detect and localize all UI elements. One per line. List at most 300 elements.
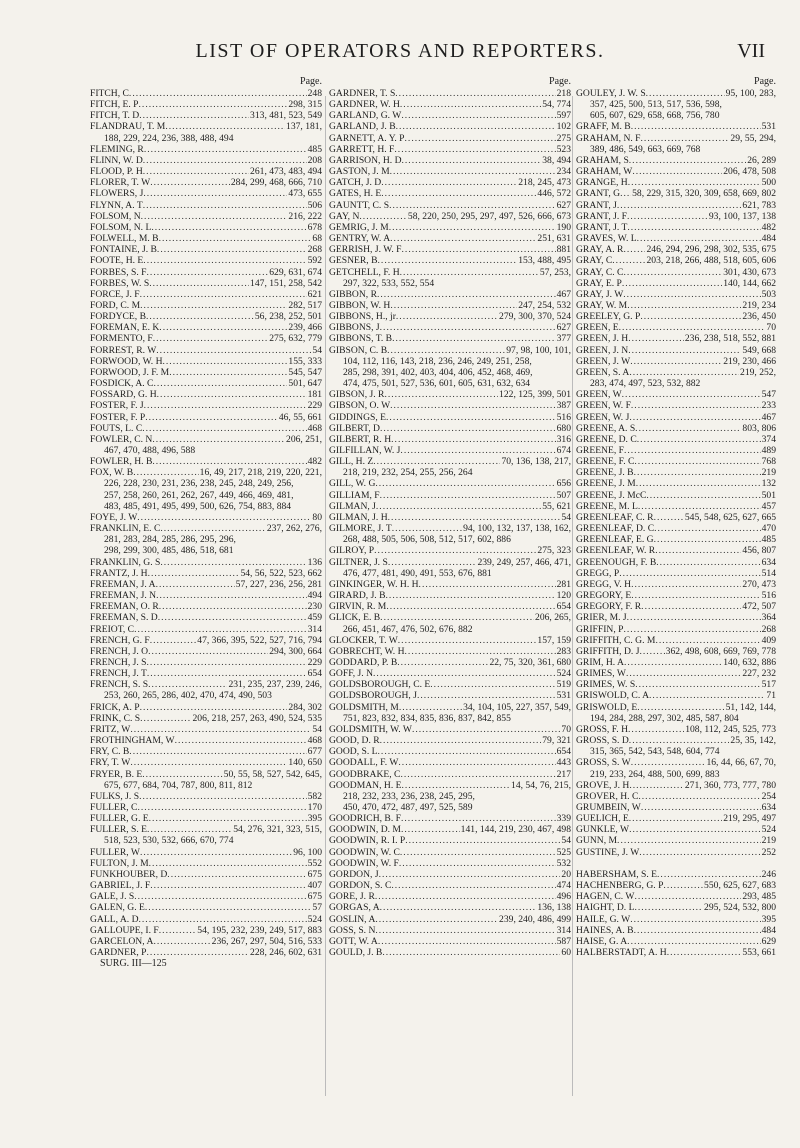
entry-pages: 514 [761, 567, 776, 579]
entry-pages: 68 [312, 233, 322, 245]
entry-pages: 545, 547 [288, 366, 322, 378]
leader-dots [628, 724, 684, 735]
entry-name: GILTNER, J. S [329, 556, 388, 568]
entry-name: FONTAINE, J. B [90, 244, 157, 256]
column-divider [325, 96, 326, 1096]
index-entry-line [329, 211, 571, 222]
index-entry-line [329, 646, 571, 657]
entry-name: GRAHAM, S [576, 154, 629, 166]
leader-dots [627, 300, 741, 311]
leader-dots [624, 657, 722, 668]
index-entry [329, 144, 571, 155]
entry-pages: 229 [307, 400, 322, 412]
entry-pages: 523 [556, 143, 571, 155]
entry-pages: 137, 181, [286, 121, 322, 133]
index-entry-line [329, 188, 571, 199]
index-entry [90, 824, 322, 846]
entry-pages: 516 [556, 411, 571, 423]
index-entry [329, 601, 571, 612]
entry-name: GINKINGER, W. H. H [329, 578, 419, 590]
index-entry-line [576, 925, 776, 936]
entry-pages: 482 [761, 221, 776, 233]
leader-dots [160, 557, 306, 568]
index-entry-line [329, 601, 571, 612]
leader-dots [398, 635, 537, 646]
entry-name: FOSDICK, A. C [90, 378, 154, 390]
index-entry [90, 902, 322, 913]
leader-dots [147, 657, 307, 668]
index-entry-line [90, 568, 322, 579]
entry-pages-continued: 285, 298, 391, 402, 403, 404, 406, 452, 468, 469, [343, 366, 533, 378]
entry-pages: 219 [761, 467, 776, 479]
entry-pages-continued: 266, 451, 467, 476, 502, 676, 882 [343, 623, 473, 635]
leader-dots [401, 780, 510, 791]
leader-dots [390, 233, 536, 244]
entry-name: GIBBONS, H., jr [329, 311, 396, 323]
index-entry [329, 456, 571, 478]
entry-name: FREIOT, C [90, 623, 135, 635]
leader-dots [381, 188, 536, 199]
index-entry [329, 166, 571, 177]
index-entry-line [329, 311, 571, 322]
index-entry [90, 311, 322, 322]
index-entry-line [90, 847, 322, 858]
entry-pages-continued: 257, 258, 260, 261, 262, 267, 449, 466, 469, 481, [104, 489, 294, 501]
leader-dots [149, 858, 307, 869]
index-entry [329, 222, 571, 233]
leader-dots [667, 947, 742, 958]
entry-pages: 203, 218, 266, 488, 518, 605, 606 [646, 255, 776, 267]
entry-name: GREGG, P [576, 567, 620, 579]
index-entry-line [576, 400, 776, 411]
index-entry-line [90, 356, 322, 367]
entry-name: GIBSON, O. W [329, 400, 391, 412]
entry-pages: 377 [556, 333, 571, 345]
index-entry-line [329, 936, 571, 947]
entry-name: GARRISON, H. D [329, 154, 402, 166]
entry-name: FRINK, C. S [90, 712, 141, 724]
index-entry-line [576, 133, 776, 144]
index-entry [90, 88, 322, 99]
entry-name: GIBBON, W. H [329, 299, 391, 311]
entry-name: GREEN, W. F [576, 400, 631, 412]
index-entry [90, 657, 322, 668]
entry-name: GRAY, C [576, 255, 613, 267]
entry-name: GREENLEAF, W. R [576, 545, 656, 557]
leader-dots [402, 155, 542, 166]
entry-name: FULKS, J. S [90, 790, 140, 802]
leader-dots [639, 847, 760, 858]
index-entry [90, 746, 322, 757]
index-entry [576, 523, 776, 534]
entry-pages: 50, 55, 58, 527, 542, 645, [223, 768, 322, 780]
entry-name: GILFILLAN, W. J [329, 445, 401, 456]
leader-dots [637, 702, 724, 713]
leader-dots [646, 88, 725, 99]
entry-pages: 54 [561, 511, 571, 523]
index-entry-line [576, 657, 776, 668]
entry-pages: 271, 360, 773, 777, 780 [684, 779, 776, 791]
index-entry-line [90, 702, 322, 713]
entry-name: GALE, J. S [90, 891, 135, 903]
entry-name: GRAHAM, W [576, 166, 633, 178]
leader-dots [359, 211, 407, 222]
index-entry [90, 947, 322, 958]
index-entry [90, 121, 322, 143]
leader-dots [143, 188, 287, 199]
index-entry [329, 724, 571, 735]
index-entry [329, 155, 571, 166]
leader-dots [401, 824, 460, 835]
entry-pages: 26, 289 [747, 154, 776, 166]
entry-name: GRIFFITH, C. G. M [576, 634, 656, 646]
leader-dots [655, 545, 741, 556]
entry-pages: 552 [307, 857, 322, 869]
entry-pages: 97, 98, 100, 101, [506, 344, 571, 356]
leader-dots [386, 601, 555, 612]
leader-dots [133, 467, 198, 478]
leader-dots [147, 668, 307, 679]
entry-pages: 627 [556, 199, 571, 211]
leader-dots [147, 947, 250, 958]
leader-dots [623, 244, 645, 255]
leader-dots [389, 222, 556, 233]
entry-name: GOLDSMITH, M [329, 701, 399, 713]
entry-pages: 54 [312, 344, 322, 356]
leader-dots [147, 824, 232, 835]
leader-dots [137, 802, 306, 813]
leader-dots [380, 322, 556, 333]
index-entry [576, 724, 776, 735]
leader-dots [159, 925, 197, 936]
index-entry [576, 847, 776, 858]
entry-name: GREGORY, E [576, 590, 632, 602]
leader-dots [654, 523, 760, 534]
leader-dots [657, 869, 761, 880]
entry-name: GOODALL, F. W [329, 757, 399, 769]
entry-name: GOLDSMITH, W. W [329, 723, 412, 735]
entry-name: GIRVIN, R. M [329, 601, 387, 613]
index-entry [329, 255, 571, 266]
entry-pages: 70 [766, 322, 776, 334]
entry-pages: 108, 112, 245, 525, 773 [685, 723, 776, 735]
index-entry [329, 668, 571, 679]
leader-dots [612, 255, 645, 266]
entry-pages: 525 [556, 846, 571, 858]
entry-pages: 531 [556, 690, 571, 702]
entry-pages: 275 [556, 132, 571, 144]
entry-pages: 190 [556, 221, 571, 233]
index-entry-line [576, 601, 776, 612]
leader-dots [629, 824, 760, 835]
entry-pages: 467 [761, 411, 776, 423]
leader-dots [137, 512, 311, 523]
page-title: LIST OF OPERATORS AND REPORTERS. [195, 40, 605, 62]
index-entry [90, 222, 322, 233]
entry-pages: 275, 323 [537, 545, 571, 557]
leader-dots [148, 679, 227, 690]
entry-pages: 500 [761, 177, 776, 189]
entry-name: GOODWIN, R. I. P [329, 835, 406, 847]
entry-name: FRANKLIN, E. C [90, 523, 161, 535]
index-entry-line [329, 557, 571, 568]
entry-pages: 268 [307, 244, 322, 256]
entry-pages: 234 [556, 166, 571, 178]
entry-name: GRANT, G [576, 188, 621, 200]
index-entry-line [90, 612, 322, 623]
entry-pages: 219, 234 [742, 299, 776, 311]
leader-dots [380, 735, 542, 746]
leader-dots [639, 646, 664, 657]
index-entry [329, 635, 571, 646]
entry-pages: 153, 488, 495 [518, 255, 571, 267]
entry-name: GREENE, J. B [576, 467, 634, 479]
entry-name: GREEN, S. A [576, 366, 630, 378]
index-entry [576, 501, 776, 512]
index-entry [576, 255, 776, 266]
leader-dots [401, 813, 556, 824]
entry-name: GILBERT, D [329, 422, 380, 434]
leader-dots [375, 925, 555, 936]
entry-name: FRENCH, J. S [90, 656, 147, 668]
index-entry [576, 735, 776, 757]
index-entry [576, 947, 776, 958]
index-entry [90, 400, 322, 411]
entry-pages: 339 [556, 813, 571, 825]
index-entry [576, 512, 776, 523]
index-entry [576, 267, 776, 278]
index-entry-line [329, 947, 571, 958]
entry-name: FRY, T. W [90, 757, 131, 769]
index-entry [576, 356, 776, 367]
leader-dots [636, 478, 761, 489]
leader-dots [159, 233, 312, 244]
index-entry [90, 624, 322, 635]
leader-dots [622, 278, 722, 289]
entry-pages: 524 [307, 913, 322, 925]
entry-name: GARDNER, T. S [329, 88, 396, 99]
entry-pages: 239, 240, 486, 499 [499, 913, 571, 925]
entry-pages-continued: 218, 219, 232, 254, 255, 256, 264 [343, 467, 473, 479]
index-entry-line [329, 155, 571, 166]
leader-dots [631, 579, 741, 590]
index-entry [90, 110, 322, 121]
index-entry [329, 333, 571, 344]
index-entry-line [90, 746, 322, 757]
entry-name: HAILE, G. W [576, 913, 631, 925]
leader-dots [389, 200, 556, 211]
entry-pages-continued: 281, 283, 284, 285, 286, 295, 296, [104, 534, 236, 546]
index-entry-line [576, 356, 776, 367]
leader-dots [167, 869, 306, 880]
index-entry-line [576, 735, 776, 746]
entry-pages: 217 [556, 768, 571, 780]
entry-pages: 54, 276, 321, 323, 515, [233, 824, 322, 836]
leader-dots [175, 735, 307, 746]
index-entry [90, 244, 322, 255]
index-entry-line [90, 557, 322, 568]
index-entry [329, 612, 571, 634]
leader-dots [147, 267, 269, 278]
leader-dots [631, 757, 706, 768]
leader-dots [654, 534, 761, 545]
entry-pages-continued: 283, 474, 497, 523, 532, 882 [590, 378, 701, 390]
index-entry-line [576, 423, 776, 434]
entry-pages: 57, 253, [539, 266, 571, 278]
leader-dots [641, 133, 730, 144]
entry-pages: 34, 104, 105, 227, 357, 549, [463, 701, 571, 713]
index-entry [576, 657, 776, 668]
leader-dots [405, 133, 556, 144]
index-entry-line [90, 233, 322, 244]
entry-pages: 58, 220, 250, 295, 297, 497, 526, 666, 673 [407, 210, 571, 222]
index-entry-line [576, 367, 776, 378]
index-entry [329, 478, 571, 489]
entry-pages: 157, 159 [537, 634, 571, 646]
column-heading: Page. [754, 76, 776, 87]
entry-pages: 236, 267, 297, 504, 516, 533 [211, 935, 322, 947]
entry-name: FRANTZ, J. H [90, 567, 148, 579]
leader-dots [641, 601, 741, 612]
leader-dots [632, 166, 722, 177]
entry-name: FLOOD, P. H [90, 166, 143, 178]
entry-name: GRIER, M. J [576, 612, 627, 624]
index-entry [90, 378, 322, 389]
entry-pages: 395 [761, 913, 776, 925]
index-entry [576, 668, 776, 679]
entry-name: GRISWOLD, C. A [576, 690, 650, 702]
index-entry [329, 267, 571, 289]
entry-pages: 494 [307, 590, 322, 602]
index-entry [90, 880, 322, 891]
leader-dots [143, 166, 249, 177]
entry-name: GORDON, J [329, 868, 379, 880]
index-entry [576, 568, 776, 579]
leader-dots [405, 646, 556, 657]
index-entry [90, 345, 322, 356]
index-entry [90, 590, 322, 601]
entry-pages: 51, 142, 144, [725, 701, 776, 713]
index-entry-line [90, 880, 322, 891]
entry-name: HAINES, A. B [576, 924, 634, 936]
entry-name: FUNKHOUBER, D [90, 868, 168, 880]
index-column-2 [329, 76, 571, 958]
index-entry-line [90, 925, 322, 936]
entry-pages: 446, 572 [537, 188, 571, 200]
index-entry [576, 858, 776, 869]
index-entry-line [329, 255, 571, 266]
index-entry-line [576, 757, 776, 768]
column-divider [572, 96, 573, 1096]
leader-dots [159, 601, 307, 612]
entry-pages: 140, 632, 886 [723, 656, 776, 668]
entry-pages: 680 [556, 422, 571, 434]
index-entry-line [576, 467, 776, 478]
entry-pages: 501 [761, 489, 776, 501]
index-entry [90, 914, 322, 925]
leader-dots [628, 333, 684, 344]
entry-pages: 70, 136, 138, 217, [501, 456, 571, 468]
entry-pages: 532 [556, 857, 571, 869]
index-entry [329, 99, 571, 110]
leader-dots [412, 724, 560, 735]
index-entry-line [90, 144, 322, 155]
entry-pages: 46, 55, 661 [278, 411, 322, 423]
entry-pages: 553, 661 [742, 947, 776, 959]
index-entry [576, 400, 776, 411]
index-entry-line [90, 590, 322, 601]
entry-name: GILL, H. Z [329, 456, 374, 468]
entry-name: GASTON, J. M [329, 166, 390, 178]
entry-pages: 881 [556, 244, 571, 256]
entry-name: GRAFF, M. B [576, 121, 631, 133]
index-entry [90, 568, 322, 579]
entry-name: FORWOOD, J. F. M [90, 366, 170, 378]
entry-pages: 284, 302 [288, 701, 322, 713]
index-entry-line [329, 657, 571, 668]
entry-pages: 96, 100 [293, 846, 322, 858]
entry-pages: 547 [761, 389, 776, 401]
column-heading: Page. [549, 76, 571, 87]
index-entry-line [90, 345, 322, 356]
index-column-3 [576, 76, 776, 958]
entry-name: GERRISH, J. W. F [329, 244, 402, 256]
entry-name: GOSS, S. N [329, 924, 376, 936]
leader-dots [375, 891, 556, 902]
leader-dots [140, 702, 288, 713]
index-entry [329, 523, 571, 545]
leader-dots [379, 869, 561, 880]
index-entry-line [329, 222, 571, 233]
entry-pages: 122, 125, 399, 501 [499, 389, 571, 401]
index-entry-line [90, 99, 322, 110]
entry-name: FORREST, R. W [90, 344, 157, 356]
index-entry-line [329, 902, 571, 913]
entry-name: FORWOOD, W. H [90, 355, 163, 367]
index-entry-line [576, 456, 776, 467]
entry-pages-continued: 104, 112, 116, 143, 218, 236, 246, 249, 251, 258, [343, 355, 532, 367]
entry-name: FORDYCE, B [90, 311, 146, 323]
index-entry [576, 278, 776, 289]
entry-pages: 219, 230, 466 [723, 355, 776, 367]
leader-dots [631, 590, 760, 601]
entry-name: FRICK, A. P [90, 701, 140, 713]
entry-pages: 54, 774 [542, 99, 571, 111]
entry-pages: 140, 144, 662 [723, 277, 776, 289]
entry-pages: 473, 655 [288, 188, 322, 200]
entry-name: GORGAS, A [329, 902, 380, 914]
index-entry [576, 757, 776, 779]
index-entry [90, 635, 322, 646]
entry-name: GRAVES, W. L [576, 233, 637, 245]
entry-pages-continued: 298, 299, 300, 485, 486, 518, 681 [104, 545, 234, 557]
index-entry-line [90, 757, 322, 768]
index-entry-line [90, 635, 322, 646]
index-entry-line [90, 188, 322, 199]
index-entry [329, 702, 571, 724]
index-entry-line [576, 612, 776, 623]
index-entry [329, 121, 571, 132]
entry-name: GOULD, J. B [329, 947, 383, 959]
entry-pages: 228, 246, 602, 631 [250, 947, 322, 959]
index-entry [329, 590, 571, 601]
index-entry-line [576, 177, 776, 188]
entry-name: GROSS, S. D [576, 735, 629, 747]
index-entry [329, 322, 571, 333]
index-entry-line [90, 289, 322, 300]
entry-name: GROVER, H. C [576, 790, 639, 802]
index-entry [90, 356, 322, 367]
